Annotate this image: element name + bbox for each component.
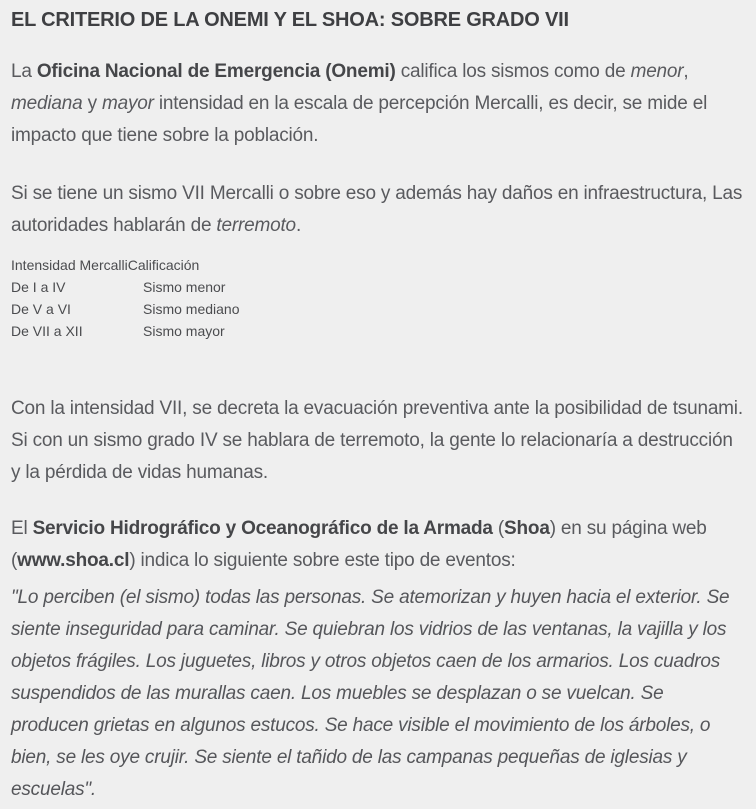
paragraph-shoa [11,513,746,577]
table-header-row [11,254,746,276]
text-run-italic: mediana [11,93,83,114]
shoa-url-text: www.shoa.cl [17,550,130,571]
table-header-intensidad: Intensidad Mercalli [11,257,128,273]
text-run-italic: terremoto [216,215,296,236]
text-run: , [683,61,689,82]
table-cell-range: De VII a XII [11,323,83,339]
text-run: ) indica lo siguiente sobre este tipo de eventos: [129,550,516,571]
text-run: El [11,518,33,539]
text-run: intensidad en la escala de percepción Mercalli, es decir, se mide el impacto que tiene sobre la población. [11,93,708,146]
text-run: Con la intensidad VII, se decreta la evacuación preventiva ante la posibilidad de tsunami. Si con un sismo grado IV se hablara de terremoto, la gente lo relacionaría a destrucción y la pérdida de vidas humanas. [11,398,743,483]
text-run-bold: Shoa [504,518,550,539]
table-row [11,298,746,320]
text-run: ( [492,518,505,539]
text-run-bold: Servicio Hidrográfico y Oceanográfico de la Armada [32,518,493,539]
paragraph-onemi-definition [11,56,746,152]
table-cell-class: Sismo mayor [143,323,225,339]
quote-text: "Lo perciben (el sismo) todas las personas. Se atemorizan y huyen hacia el exterior. Se siente inseguridad para caminar. Se quiebran los vidrios de las ventanas, la vajilla y los objetos frágiles. Los juguetes, libros y otros objetos caen de los armarios. Los cuadros suspendidos de las murallas caen. Los muebles se desplazan o se vuelcan. Se producen grietas en algunos estucos. Se hace visible el movimiento de los árboles, o bien, se les oye crujir. Se siente el tañido de las campanas pequeñas de iglesias y escuelas". [11,587,730,800]
quote-paragraph [11,582,746,806]
text-run-italic: menor [630,61,684,82]
text-run-italic: mayor [101,93,154,114]
text-run: . [295,215,302,236]
text-run: ) en su página web ( [11,518,707,571]
text-run: La [11,61,37,82]
text-run-bold: Oficina Nacional de Emergencia (Onemi) [36,61,396,82]
article-heading: EL CRITERIO DE LA ONEMI Y EL SHOA: SOBRE GRADO VII [11,9,569,31]
paragraph-grado-vii [11,178,746,242]
table-cell-range: De V a VI [11,301,71,317]
text-run: Si se tiene un sismo VII Mercalli o sobre eso y además hay daños en infraestructura, Las autoridades hablarán de [11,183,743,236]
text-run: y [82,93,102,114]
table-row [11,320,746,342]
table-header-calificacion: Calificación [127,257,200,273]
text-run: califica los sismos como de [395,61,631,82]
table-cell-class: Sismo mediano [143,301,240,317]
table-cell-range: De I a IV [11,279,66,295]
paragraph-evacuacion [11,393,746,489]
table-row [11,276,746,298]
mercalli-table [11,254,746,342]
table-cell-class: Sismo menor [143,279,226,295]
